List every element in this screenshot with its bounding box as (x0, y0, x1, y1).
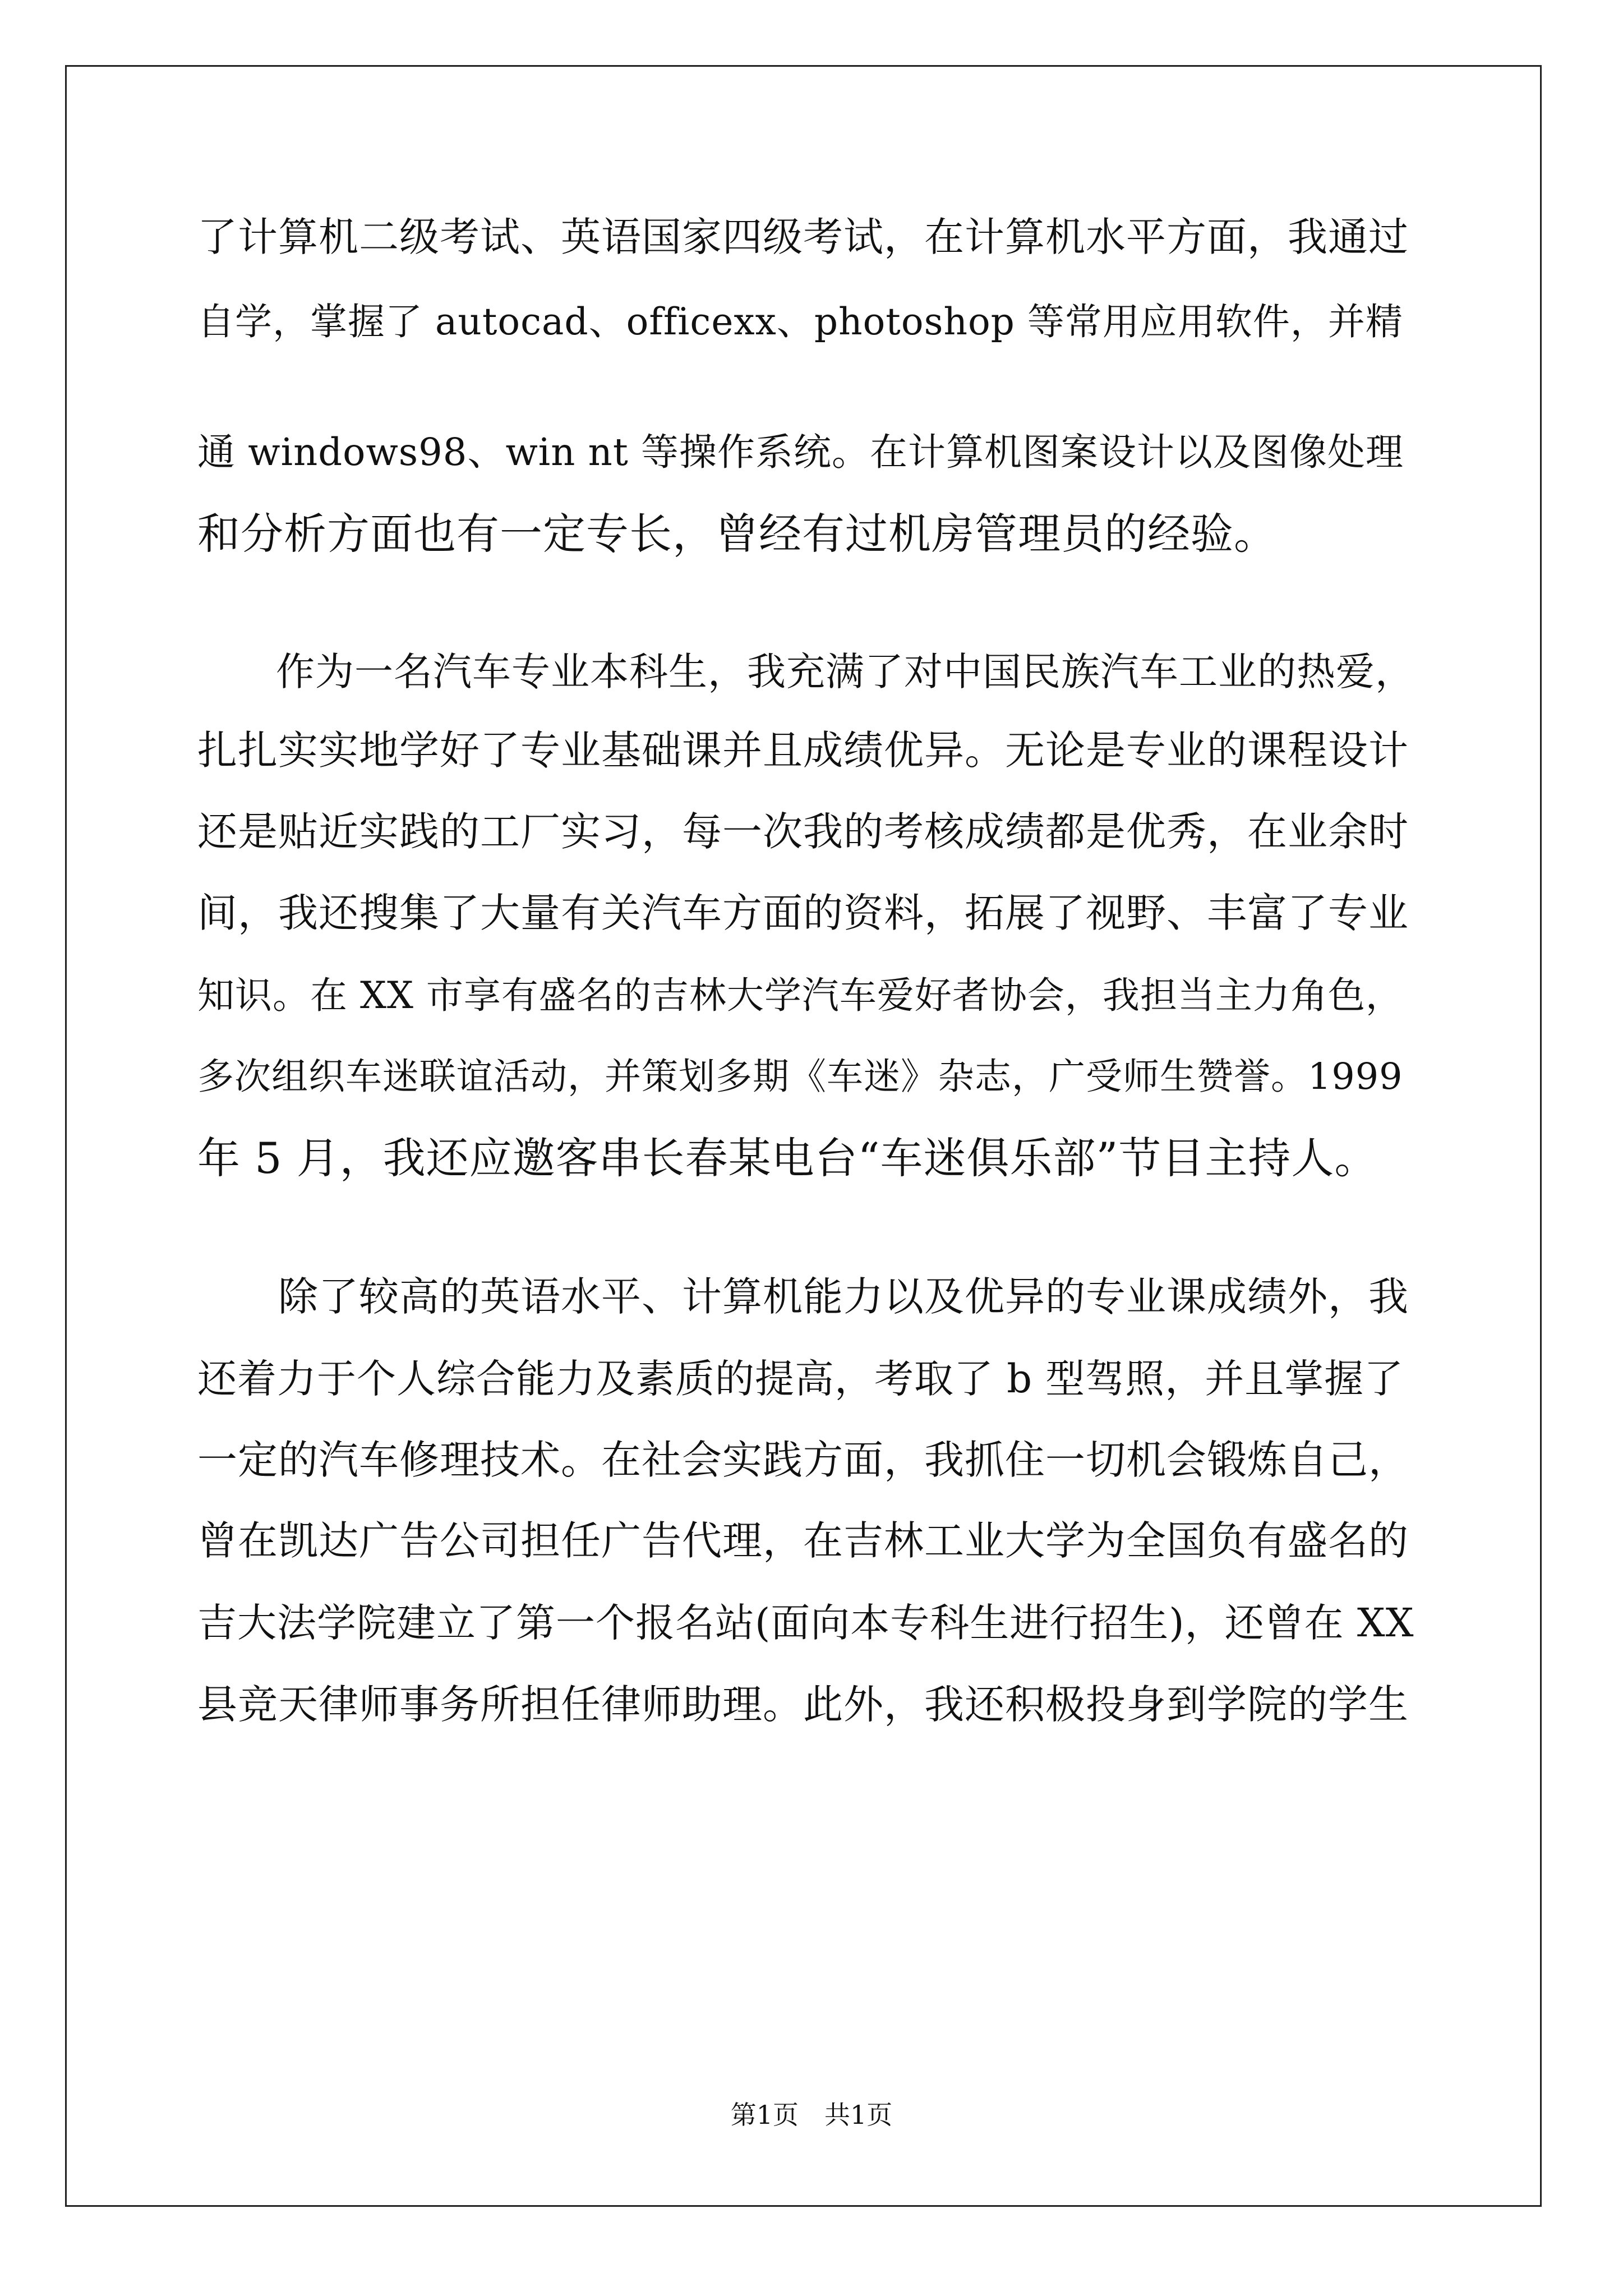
text-line: 还着力于个人综合能力及素质的提高，考取了 b 型驾照，并且掌握了 (197, 1356, 1404, 1402)
text-line: 县竞天律师事务所担任律师助理。此外，我还积极投身到学院的学生 (197, 1681, 1409, 1728)
page-footer: 第1页 共1页 (730, 2100, 893, 2130)
text-line: 扎扎实实地学好了专业基础课并且成绩优异。无论是专业的课程设计 (197, 727, 1409, 774)
text-line: 作为一名汽车专业本科生，我充满了对中国民族汽车工业的热爱， (197, 650, 1414, 694)
text-line: 吉大法学院建立了第一个报名站(面向本专科生进行招生)，还曾在 XX (197, 1600, 1414, 1646)
text-line: 一定的汽车修理技术。在社会实践方面，我抓住一切机会锻炼自己， (197, 1437, 1409, 1483)
text-line: 知识。在 XX 市享有盛名的吉林大学汽车爱好者协会，我担当主力角色， (197, 974, 1403, 1017)
text-line: 还是贴近实践的工厂实习，每一次我的考核成绩都是优秀，在业余时 (197, 808, 1409, 855)
text-line: 多次组织车迷联谊活动，并策划多期《车迷》杂志，广受师生赞誉。1999 (197, 1056, 1403, 1098)
text-line: 自学，掌握了 autocad、officexx、photoshop 等常用应用软件，并精 (197, 300, 1403, 343)
text-line: 通 windows98、win nt 等操作系统。在计算机图案设计以及图像处理 (197, 430, 1404, 474)
text-line: 曾在凯达广告公司担任广告代理，在吉林工业大学为全国负有盛名的 (197, 1517, 1409, 1564)
text-line: 和分析方面也有一定专长，曾经有过机房管理员的经验。 (197, 509, 1277, 559)
text-line: 间，我还搜集了大量有关汽车方面的资料，拓展了视野、丰富了专业 (197, 890, 1409, 936)
text-line: 年 5 月，我还应邀客串长春某电台“车迷俱乐部”节目主持人。 (197, 1133, 1378, 1183)
text-line: 了计算机二级考试、英语国家四级考试，在计算机水平方面，我通过 (197, 214, 1409, 260)
text-line: 除了较高的英语水平、计算机能力以及优异的专业课成绩外，我 (197, 1273, 1409, 1320)
